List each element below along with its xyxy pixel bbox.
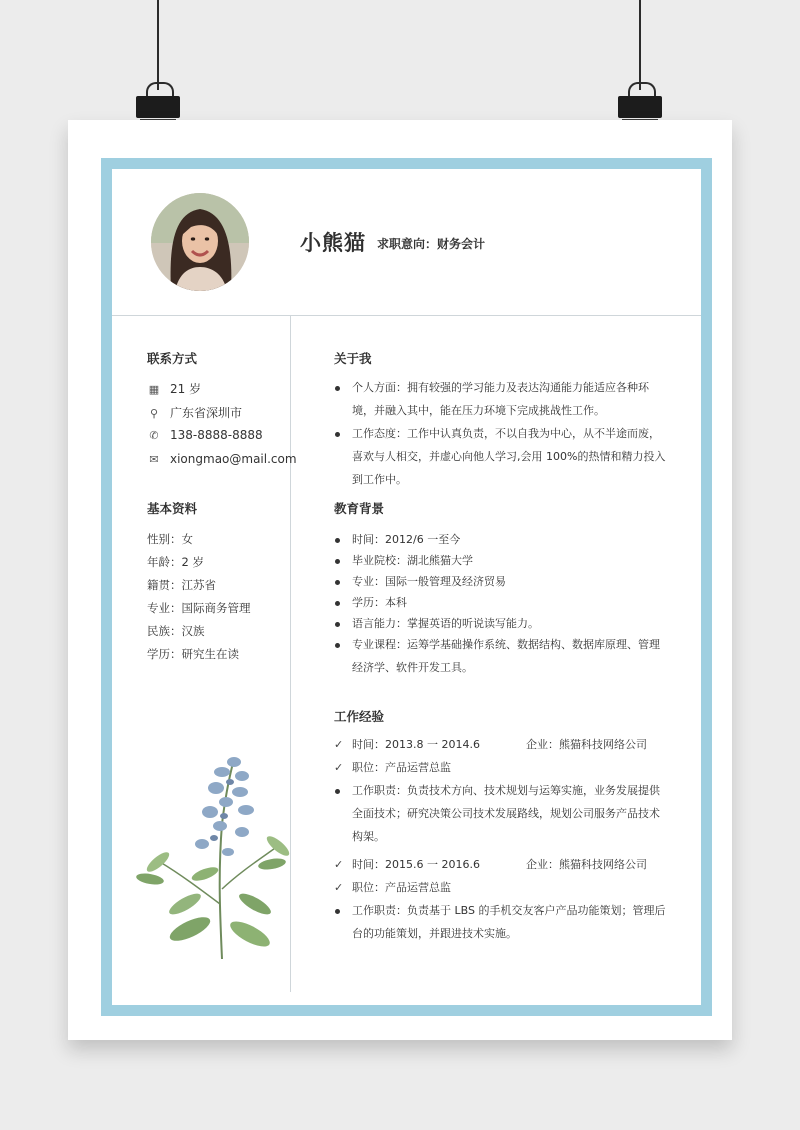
bullet-icon bbox=[335, 643, 340, 648]
job-objective-value: 财务会计 bbox=[437, 237, 486, 251]
basic-info-age: 年龄：2 岁 bbox=[147, 555, 204, 569]
plant-illustration bbox=[130, 754, 290, 964]
basic-info-ethnicity: 民族：汉族 bbox=[147, 624, 205, 638]
work-company: 企业：熊猫科技网络公司 bbox=[526, 858, 647, 871]
calendar-icon: ▦ bbox=[148, 383, 160, 396]
job-objective-label: 求职意向： bbox=[377, 237, 438, 251]
education-item: 学历：本科 bbox=[334, 591, 668, 614]
bullet-icon bbox=[335, 601, 340, 606]
basic-info-education: 学历：研究生在读 bbox=[147, 647, 239, 661]
education-item: 专业课程：运筹学基础操作系统、数据结构、数据库原理、管理经济学、软件开发工具。 bbox=[334, 633, 668, 679]
contact-age: ▦ 21 岁 bbox=[148, 382, 202, 396]
contact-section-title: 联系方式 bbox=[147, 351, 198, 366]
work-duty: 工作职责：负责技术方向、技术规划与运筹实施，业务发展提供全面技术；研究决策公司技术发展路线，规划公司服务产品技术构架。 bbox=[334, 779, 668, 848]
work-duty: 工作职责：负责基于 LBS 的手机交友客户产品功能策划；管理后台的功能策划，并跟进技术实施。 bbox=[334, 899, 668, 945]
bullet-icon bbox=[335, 909, 340, 914]
basic-info-hometown: 籍贯：江苏省 bbox=[147, 578, 216, 592]
bullet-icon bbox=[335, 432, 340, 437]
mail-icon: ✉ bbox=[149, 453, 159, 466]
basic-info-major: 专业：国际商务管理 bbox=[147, 601, 251, 615]
bullet-icon bbox=[335, 789, 340, 794]
education-item: 毕业院校：湖北熊猫大学 bbox=[334, 549, 668, 572]
work-time: ✓ 时间：2015.6 一 2016.6 企业：熊猫科技网络公司 bbox=[334, 853, 668, 876]
check-icon: ✓ bbox=[334, 738, 344, 751]
contact-phone: ✆ 138-8888-8888 bbox=[147, 428, 263, 442]
about-item: 工作态度：工作中认真负责，不以自我为中心，从不半途而废，喜欢与人相交，并虚心向他人学习,会用 100%的热情和精力投入到工作中。 bbox=[334, 422, 668, 491]
work-section-title: 工作经验 bbox=[334, 709, 385, 724]
contact-email: ✉ xiongmao@mail.com bbox=[147, 452, 297, 466]
education-item: 专业：国际一般管理及经济贸易 bbox=[334, 570, 668, 593]
column-divider bbox=[290, 315, 291, 992]
bullet-icon bbox=[335, 559, 340, 564]
education-item: 时间：2012/6 一至今 bbox=[334, 528, 668, 551]
about-item: 个人方面：拥有较强的学习能力及表达沟通能力能适应各种环境，并融入其中，能在压力环境下完成挑战性工作。 bbox=[334, 376, 668, 422]
education-section-title: 教育背景 bbox=[334, 501, 385, 516]
check-icon: ✓ bbox=[334, 858, 344, 871]
contact-location: ⚲ 广东省深圳市 bbox=[147, 404, 242, 421]
work-time: ✓ 时间：2013.8 一 2014.6 企业：熊猫科技网络公司 bbox=[334, 733, 668, 756]
header-divider bbox=[112, 315, 701, 316]
work-company: 企业：熊猫科技网络公司 bbox=[526, 738, 647, 751]
basic-info-section-title: 基本资料 bbox=[147, 501, 198, 516]
bullet-icon bbox=[335, 538, 340, 543]
check-icon: ✓ bbox=[334, 881, 344, 894]
hanging-wire-left bbox=[157, 0, 159, 90]
bullet-icon bbox=[335, 386, 340, 391]
basic-info-gender: 性别：女 bbox=[147, 532, 193, 546]
resume-paper bbox=[68, 120, 732, 1040]
bullet-icon bbox=[335, 622, 340, 627]
work-position: ✓ 职位：产品运营总监 bbox=[334, 881, 451, 894]
location-pin-icon: ⚲ bbox=[149, 407, 159, 420]
about-section-title: 关于我 bbox=[334, 351, 372, 366]
resume-frame bbox=[101, 158, 712, 1016]
phone-icon: ✆ bbox=[149, 429, 159, 442]
job-objective bbox=[377, 235, 485, 252]
education-item: 语言能力：掌握英语的听说读写能力。 bbox=[334, 612, 668, 635]
profile-photo bbox=[151, 193, 249, 291]
bullet-icon bbox=[335, 580, 340, 585]
check-icon: ✓ bbox=[334, 761, 344, 774]
hanging-wire-right bbox=[639, 0, 641, 90]
work-position: ✓ 职位：产品运营总监 bbox=[334, 761, 451, 774]
applicant-name: 小熊猫 bbox=[300, 231, 366, 255]
